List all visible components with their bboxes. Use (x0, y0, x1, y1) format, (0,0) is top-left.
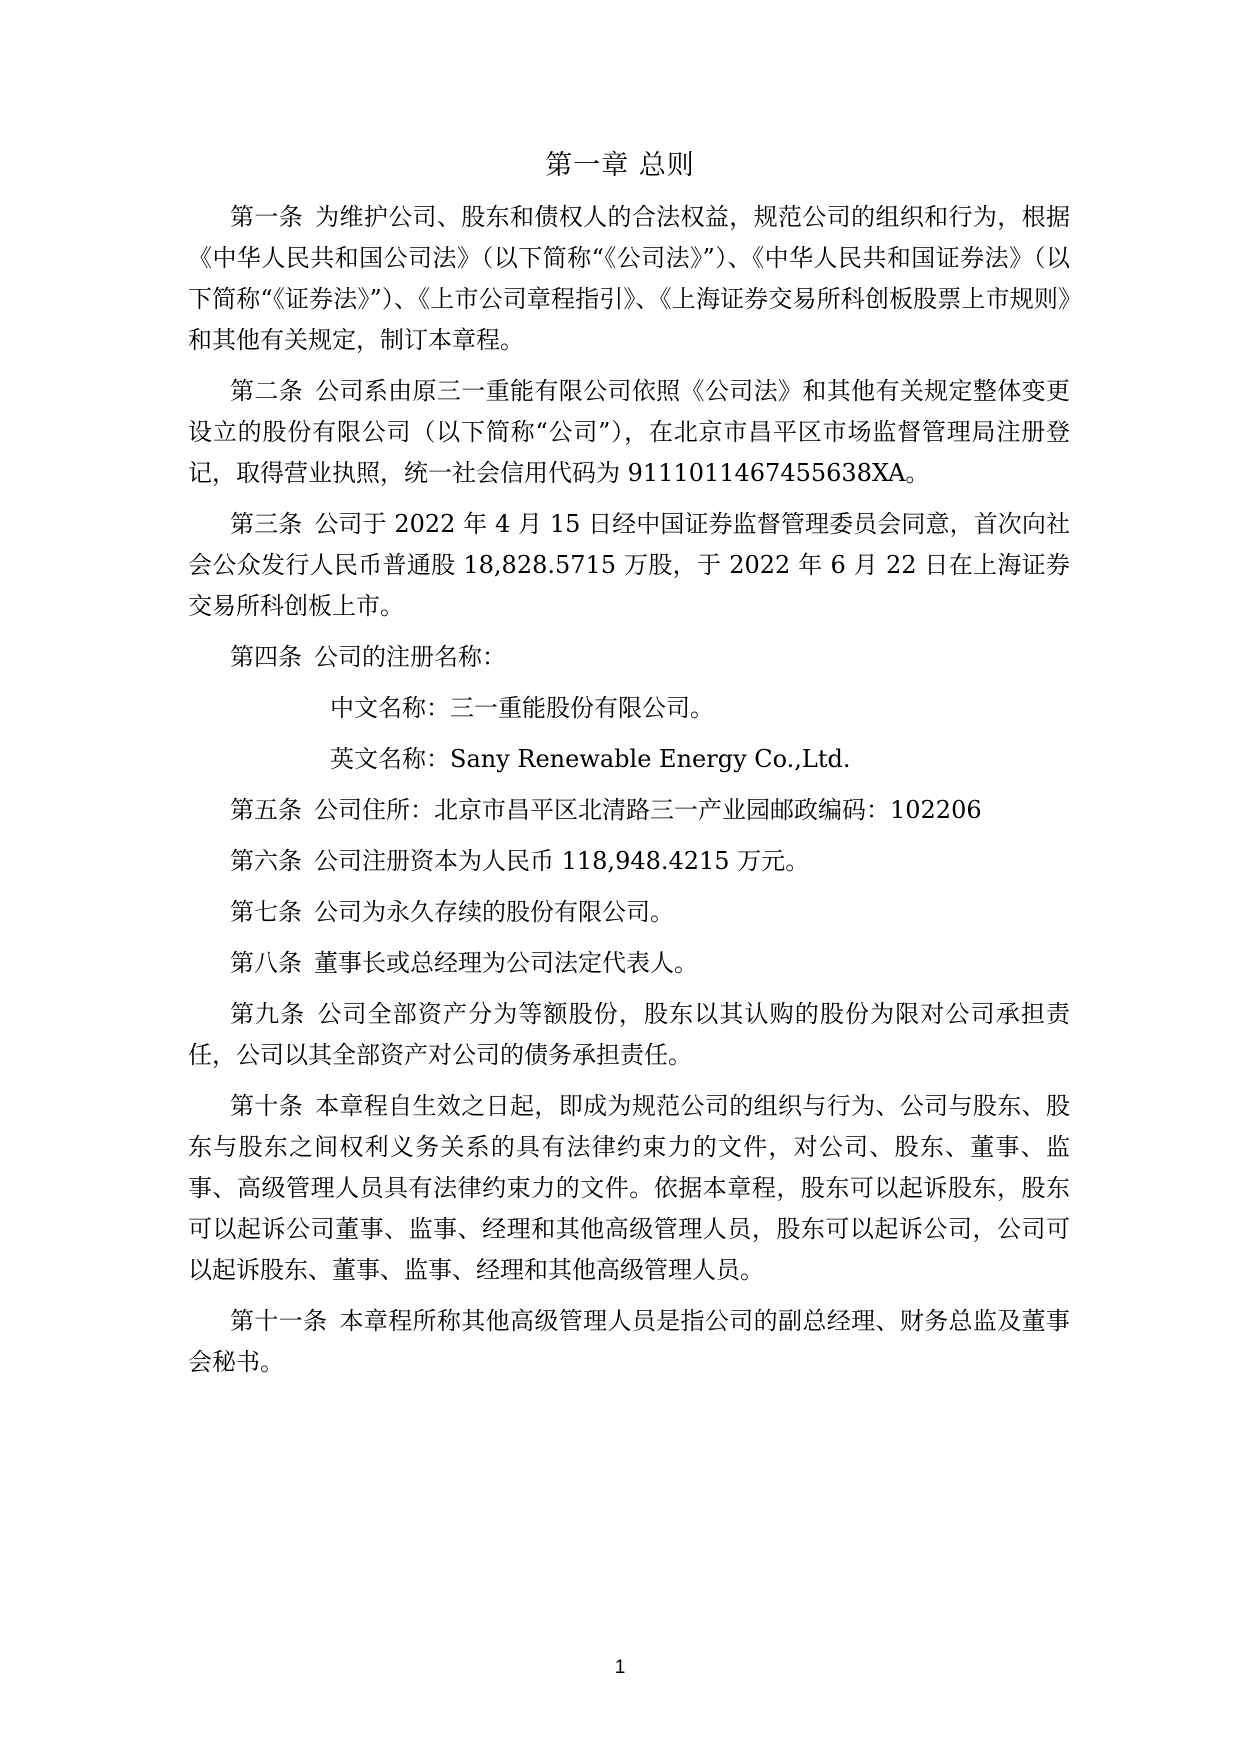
article-text: 公司住所：北京市昌平区北清路三一产业园邮政编码：102206 (314, 796, 982, 824)
english-name-line: 英文名称：Sany Renewable Energy Co.,Ltd. (330, 745, 851, 773)
article-10 (188, 1086, 1070, 1291)
article-label: 第九条 (230, 1000, 306, 1028)
chapter-title: 第一章 总则 (545, 150, 695, 181)
article-text: 董事长或总经理为公司法定代表人。 (314, 949, 698, 977)
article-label: 第四条 (230, 643, 302, 671)
article-label: 第十条 (230, 1092, 304, 1120)
article-text: 为维护公司、股东和债权人的合法权益，规范公司的组织和行为，根据《中华人民共和国公司法》（以下简称“《公司法》”）、《中华人民共和国证券法》（以下简称“《证券法》”）、《上市公司章程指引》、《上海证券交易所科创板股票上市规则》和其他有关规定，制订本章程。 (188, 203, 1071, 354)
article-6 (188, 841, 1070, 882)
article-8 (188, 943, 1070, 984)
articles-body (188, 197, 1070, 1393)
article-label: 第六条 (230, 847, 302, 875)
article-3 (188, 504, 1070, 627)
article-1 (188, 197, 1070, 361)
page-number: 1 (614, 1657, 626, 1678)
article-label: 第五条 (230, 796, 302, 824)
article-text: 公司的注册名称： (314, 643, 506, 671)
article-text: 本章程自生效之日起，即成为规范公司的组织与行为、公司与股东、股东与股东之间权利义务关系的具有法律约束力的文件，对公司、股东、董事、监事、高级管理人员具有法律约束力的文件。依据本章程，股东可以起诉股东，股东可以起诉公司董事、监事、经理和其他高级管理人员，股东可以起诉公司，公司可以起诉股东、董事、监事、经理和其他高级管理人员。 (188, 1092, 1071, 1284)
article-text: 公司注册资本为人民币 118,948.4215 万元。 (314, 847, 810, 875)
article-text: 公司为永久存续的股份有限公司。 (314, 898, 674, 926)
article-label: 第一条 (230, 203, 304, 231)
article-label: 第十一条 (230, 1307, 328, 1335)
article-9 (188, 994, 1070, 1076)
chinese-name-line: 中文名称：三一重能股份有限公司。 (330, 694, 714, 722)
article-7 (188, 892, 1070, 933)
article-text: 公司全部资产分为等额股份，股东以其认购的股份为限对公司承担责任，公司以其全部资产对公司的债务承担责任。 (188, 1000, 1070, 1069)
article-label: 第七条 (230, 898, 302, 926)
article-text: 公司于 2022 年 4 月 15 日经中国证券监督管理委员会同意，首次向社会公众发行人民币普通股 18,828.5715 万股，于 2022 年 6 月 22 日在上海证券交易所科创板上市。 (188, 510, 1070, 620)
article-label: 第八条 (230, 949, 302, 977)
article-label: 第二条 (230, 377, 304, 405)
article-label: 第三条 (230, 510, 303, 538)
article-11 (188, 1301, 1070, 1383)
article-4 (188, 637, 1070, 678)
article-text: 本章程所称其他高级管理人员是指公司的副总经理、财务总监及董事会秘书。 (188, 1307, 1071, 1376)
article-5 (188, 790, 1070, 831)
article-text: 公司系由原三一重能有限公司依照《公司法》和其他有关规定整体变更设立的股份有限公司（以下简称“公司”），在北京市昌平区市场监督管理局注册登记，取得营业执照，统一社会信用代码为 9111011467455638XA。 (188, 377, 1071, 487)
article-2 (188, 371, 1070, 494)
